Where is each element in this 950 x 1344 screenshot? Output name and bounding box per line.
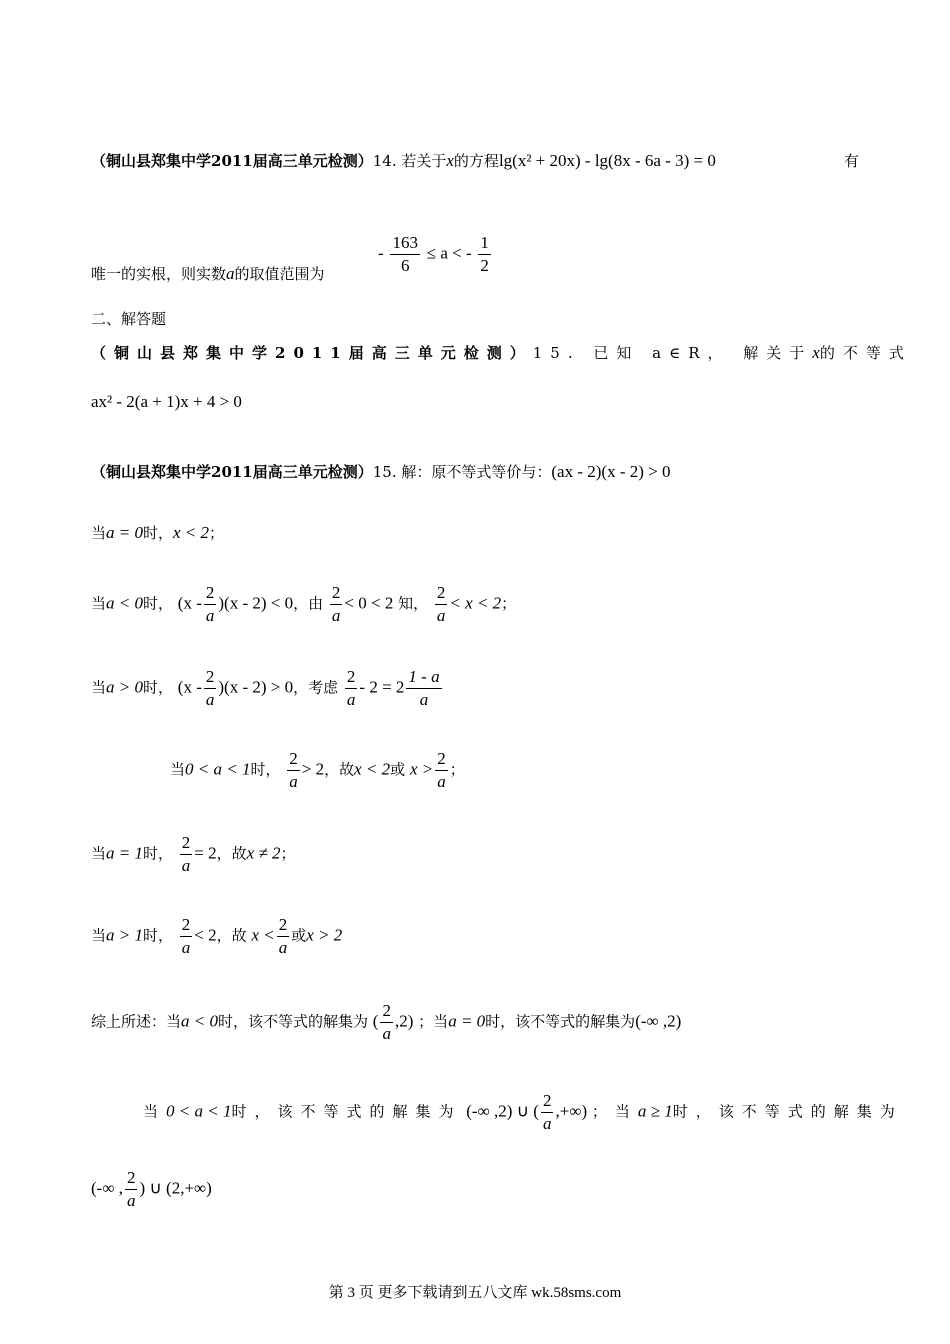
fraction: $\frac{2}{a}$ — [437, 749, 446, 791]
solution-intro: （铜山县郑集中学2011届高三单元检测）15. 解：原不等式等价与：(ax - 2)(x - 2) > 0 — [91, 462, 671, 481]
source-tag: （铜山县郑集中学2011届高三单元检测） — [91, 463, 373, 481]
fraction: $\frac{2}{a}$ — [436, 583, 446, 625]
case-a-positive: 当a > 0时， (x - $\frac{2}{a}$ )(x - 2) > 0，考虑 $\frac{2}{a}$ - 2 = 2 $\frac{1 - a}{a}$ — [91, 667, 440, 709]
fraction: $\frac{2}{a}$ — [346, 667, 356, 709]
fraction: $\frac{2}{a}$ — [205, 583, 215, 625]
fraction: $\frac{2}{a}$ — [181, 833, 191, 875]
subcase-a-1: 当a = 1时， $\frac{2}{a}$ = 2，故x ≠ 2； — [91, 833, 296, 875]
fraction: $\frac{1}{2}$ — [480, 233, 489, 275]
source-tag: （铜山县郑集中学2011届高三单元检测） — [91, 152, 373, 170]
fraction: $\frac{163}{6}$ — [392, 233, 418, 275]
fraction: $\frac{2}{a}$ — [289, 749, 298, 791]
problem-14-line-2: 唯一的实根，则实数a的取值范围为 — [91, 264, 325, 283]
fraction: $\frac{2}{a}$ — [331, 583, 341, 625]
case-a-zero: 当a = 0时，x < 2； — [91, 523, 225, 542]
page-footer: 第 3 页 更多下载请到五八文库 wk.58sms.com — [328, 1285, 622, 1301]
summary-line-3: (-∞ , $\frac{2}{a}$ ) ∪ (2,+∞) — [91, 1168, 212, 1210]
fraction: $\frac{2}{a}$ — [382, 1001, 391, 1043]
source-tag: （铜山县郑集中学2011届高三单元检测） — [91, 344, 533, 362]
equation-14: lg(x² + 20x) - lg(8x - 6a - 3) = 0 — [498, 151, 716, 170]
answer-14: - $\frac{163}{6}$ ≤ a < - $\frac{1}{2}$ — [378, 233, 489, 275]
problem-15-line-1: （铜山县郑集中学2011届高三单元检测）15. 已知 a∈R， 解关于x的不等式 — [91, 343, 912, 362]
subcase-a-gt-1: 当a > 1时， $\frac{2}{a}$ < 2，故 x < $\frac{2}{a}$ 或x > 2 — [91, 915, 343, 957]
fraction: $\frac{2}{a}$ — [181, 915, 191, 957]
fraction: $\frac{2}{a}$ — [205, 667, 215, 709]
fraction: $\frac{2}{a}$ — [278, 915, 288, 957]
problem-14-line-1: （铜山县郑集中学2011届高三单元检测）14. 若关于x的方程lg(x² + 20x) - lg(8x - 6a - 3) = 0 有 — [91, 151, 860, 170]
fraction: $\frac{1 - a}{a}$ — [408, 667, 440, 709]
section-heading: 二、解答题 — [91, 310, 167, 328]
summary-line-2: 当0 < a < 1时，该不等式的解集为 (-∞ ,2) ∪ ( $\frac{2}{a}$ ,+∞) ；当a ≥ 1时，该不等式的解集为 — [143, 1091, 903, 1133]
case-a-negative: 当a < 0时， (x - $\frac{2}{a}$ )(x - 2) < 0，由 $\frac{2}{a}$ < 0 < 2 知， $\frac{2}{a}$ < x < 2； — [91, 583, 517, 625]
summary-line-1: 综上所述：当a < 0时，该不等式的解集为 ( $\frac{2}{a}$ ,2) ；当a = 0时，该不等式的解集为(-∞ ,2) — [91, 1001, 682, 1043]
fraction: $\frac{2}{a}$ — [126, 1168, 136, 1210]
subcase-0-a-1: 当0 < a < 1时， $\frac{2}{a}$ > 2，故x < 2或 x > $\frac{2}{a}$ ； — [170, 749, 465, 791]
fraction: $\frac{2}{a}$ — [542, 1091, 552, 1133]
problem-15-inequality: ax² - 2(a + 1)x + 4 > 0 — [91, 392, 242, 411]
